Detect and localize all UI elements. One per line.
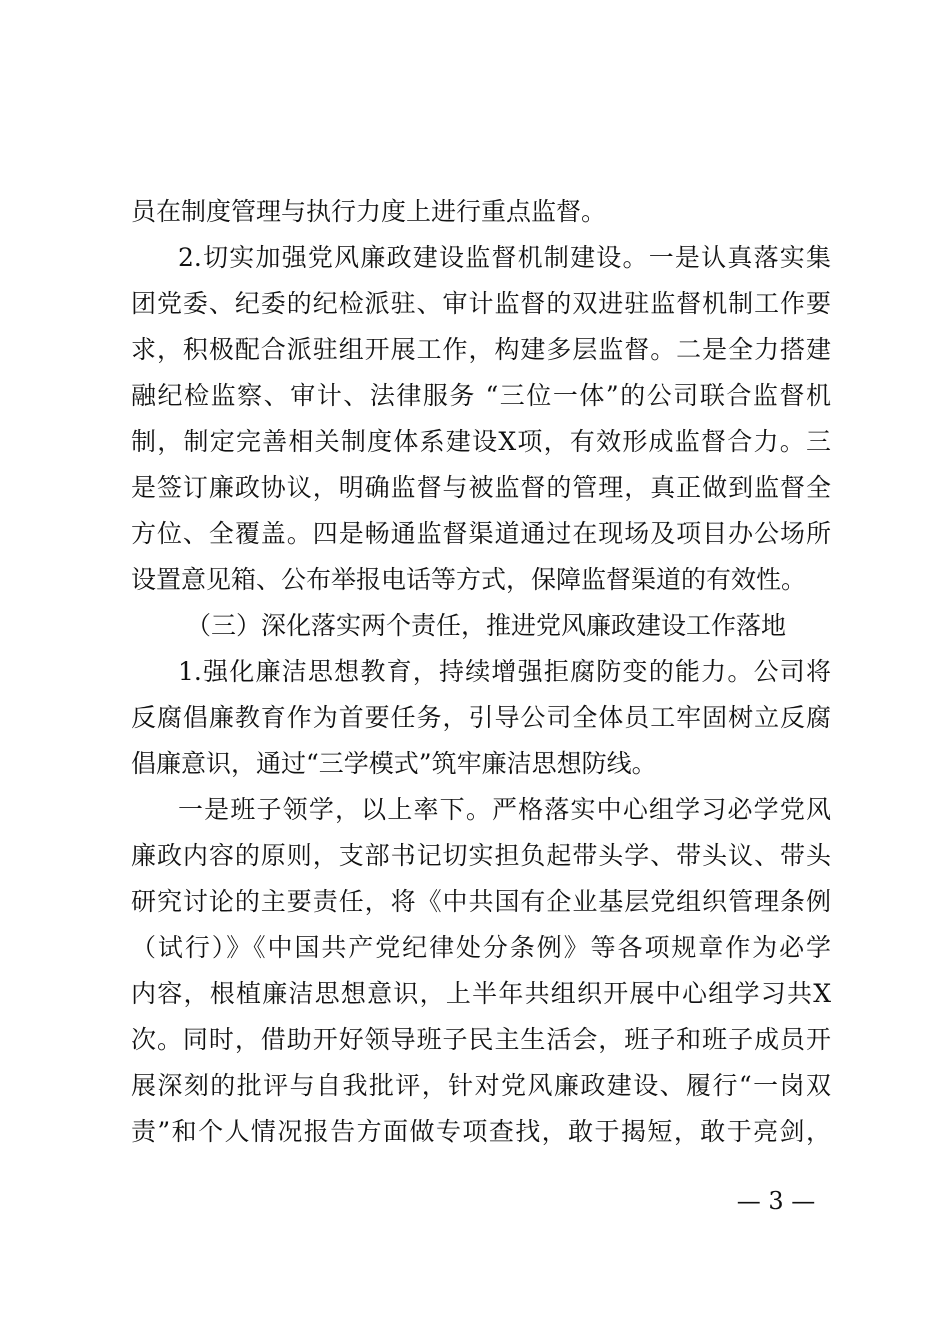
body-text-line: 一是班子领学，以上率下。严格落实中心组学习必学党风: [178, 795, 831, 824]
body-text-line: 责”和个人情况报告方面做专项查找，敢于揭短，敢于亮剑，: [131, 1117, 831, 1146]
body-text-line: 2.切实加强党风廉政建设监督机制建设。一是认真落实集: [178, 243, 831, 272]
body-text-line: 1.强化廉洁思想教育，持续增强拒腐防变的能力。公司将: [178, 657, 831, 686]
body-text-line: 展深刻的批评与自我批评，针对党风廉政建设、履行“一岗双: [131, 1071, 831, 1100]
body-text-line: 反腐倡廉教育作为首要任务，引导公司全体员工牢固树立反腐: [131, 703, 831, 732]
body-text-line: 内容，根植廉洁思想意识，上半年共组织开展中心组学习共X: [131, 979, 831, 1008]
body-text-line: 是签订廉政协议，明确监督与被监督的管理，真正做到监督全: [131, 473, 831, 502]
body-text-line: （试行）》《中国共产党纪律处分条例》等各项规章作为必学: [131, 933, 831, 962]
body-text-line: 融纪检监察、审计、法律服务 “三位一体”的公司联合监督机: [131, 381, 831, 410]
body-text-line: 求，积极配合派驻组开展工作，构建多层监督。二是全力搭建: [131, 335, 831, 364]
body-text-line: 方位、全覆盖。四是畅通监督渠道通过在现场及项目办公场所: [131, 519, 831, 548]
section-heading: （三）深化落实两个责任，推进党风廉政建设工作落地: [186, 611, 787, 640]
page-number: — 3 —: [736, 1187, 816, 1215]
body-text-line: 廉政内容的原则，支部书记切实担负起带头学、带头议、带头: [131, 841, 831, 870]
body-text-line: 团党委、纪委的纪检派驻、审计监督的双进驻监督机制工作要: [131, 289, 831, 318]
body-text-line: 次。同时，借助开好领导班子民主生活会，班子和班子成员开: [131, 1025, 831, 1054]
body-text-line: 设置意见箱、公布举报电话等方式，保障监督渠道的有效性。: [131, 565, 807, 594]
body-text-line: 研究讨论的主要责任，将《中共国有企业基层党组织管理条例: [131, 887, 831, 916]
body-text-line: 倡廉意识，通过“三学模式”筑牢廉洁思想防线。: [131, 749, 657, 778]
body-text-line: 制，制定完善相关制度体系建设X项，有效形成监督合力。三: [131, 427, 831, 456]
body-text-line: 员在制度管理与执行力度上进行重点监督。: [131, 197, 607, 226]
